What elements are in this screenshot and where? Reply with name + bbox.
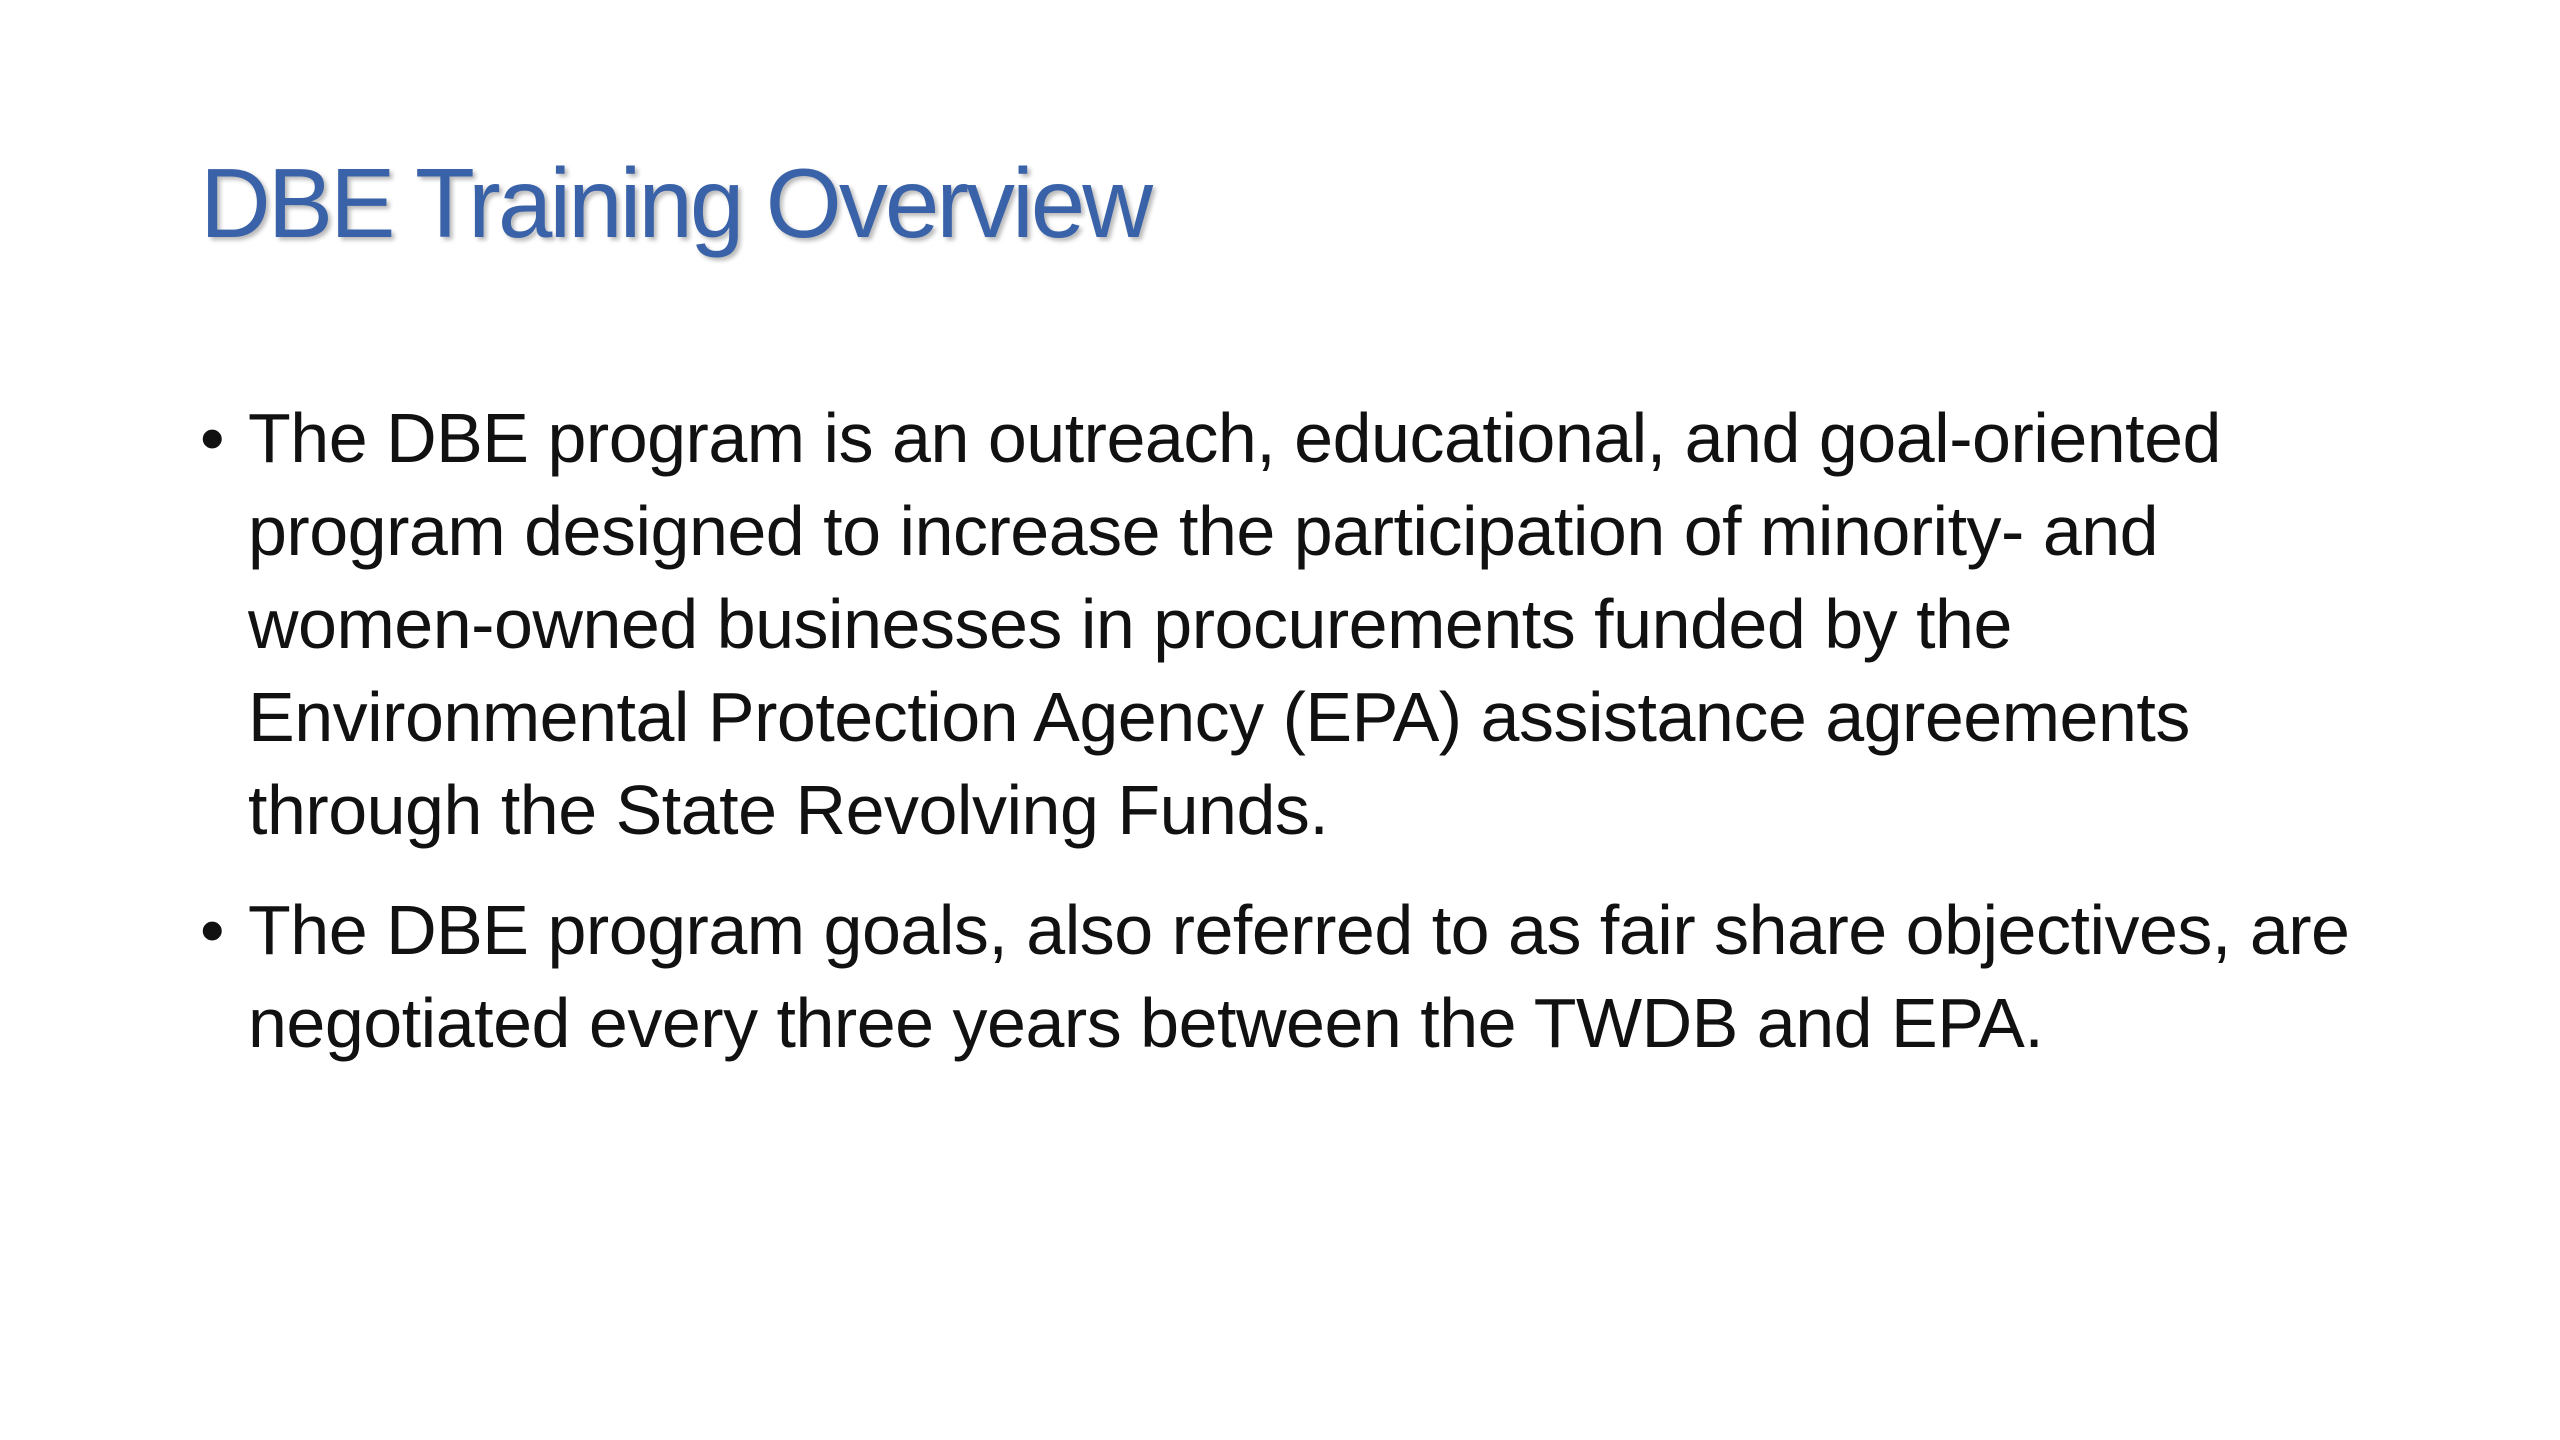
- bullet-item: [200, 884, 2360, 1070]
- bullet-list: [200, 392, 2360, 1097]
- bullet-marker: •: [200, 399, 225, 477]
- bullet-marker: •: [200, 891, 225, 969]
- bullet-text: The DBE program goals, also referred to as fair share objectives, are negotiated every three years between the TWDB and EPA.: [248, 891, 2350, 1062]
- slide-title: DBE Training Overview: [200, 148, 1151, 258]
- bullet-text: The DBE program is an outreach, educational, and goal-oriented program designed to increase the participation of minority- and women-owned businesses in procurements funded by the Environmental Protection Agency (EPA) assistance agreements through the State Revolving Funds.: [248, 399, 2221, 849]
- bullet-item: [200, 392, 2360, 857]
